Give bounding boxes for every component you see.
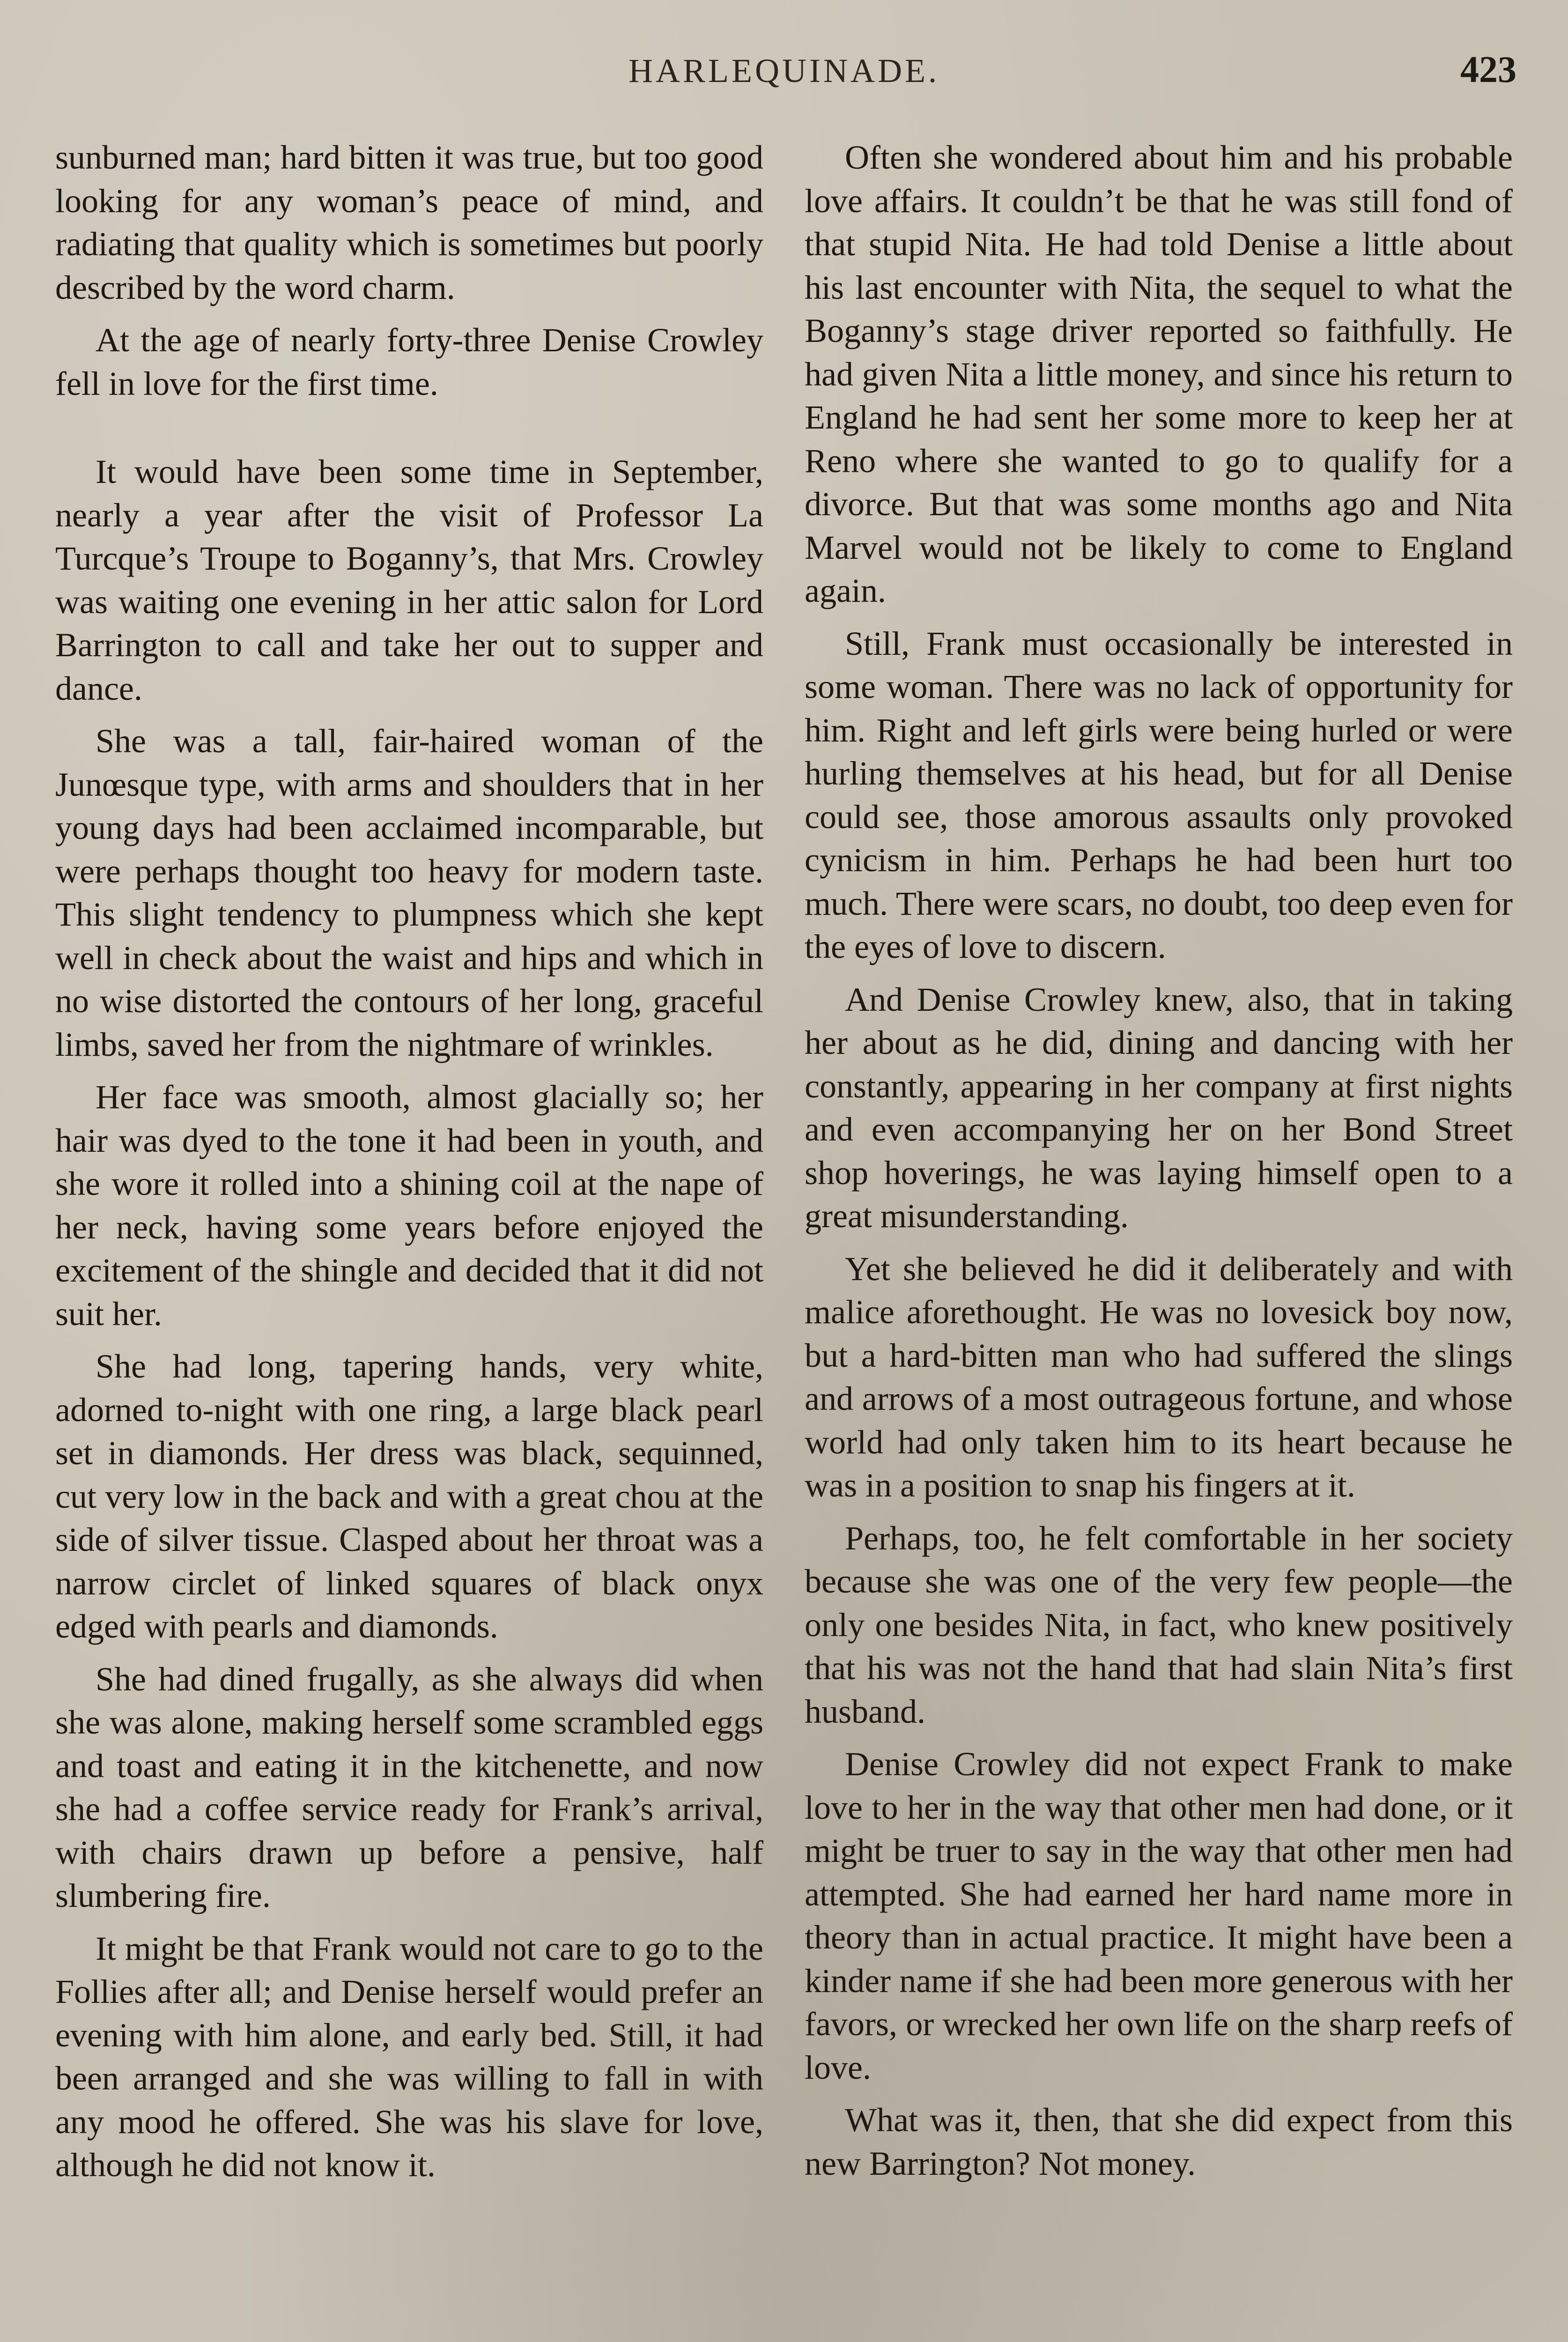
paragraph: Often she wondered about him and his probable love affairs. It couldn’t be that he was still fond of that stupid Nita. He had told Denise a little about his last encounter with Nita, the sequel to what the Boganny’s stage driver reported so faithfully. He had given Nita a little money, and since his return to England he had sent her some more to keep her at Reno where she wanted to go to qualify for a divorce. But that was some months ago and Nita Marvel would not be likely to come to England again. bbox=[805, 139, 1513, 609]
paragraph: Her face was smooth, almost glacially so; her hair was dyed to the tone it had been in youth, and she wore it rolled into a shining coil at the nape of her neck, having some years before enjoyed the excitement of the shingle and decided that it did not suit her. bbox=[55, 1078, 763, 1333]
left-column bbox=[55, 136, 763, 2342]
text-columns bbox=[55, 136, 1513, 2342]
page-header bbox=[0, 49, 1568, 103]
right-column bbox=[805, 136, 1513, 2342]
page-number: 423 bbox=[1460, 49, 1516, 90]
paragraph: What was it, then, that she did expect from this new Barrington? Not money. bbox=[805, 2101, 1513, 2182]
paragraph: She had long, tapering hands, very white, adorned to-night with one ring, a large black pearl set in diamonds. Her dress was black, sequinned, cut very low in the back and with a great chou at the side of silver tissue. Clasped about her throat was a narrow circlet of linked squares of black onyx edged with pearls and diamonds. bbox=[55, 1348, 763, 1645]
paragraph: sunburned man; hard bitten it was true, but too good looking for any woman’s peace of mind, and radiating that quality which is sometimes but poorly described by the word charm. bbox=[55, 139, 763, 306]
paragraph: She was a tall, fair-haired woman of the Junœsque type, with arms and shoulders that in her young days had been acclaimed incomparable, but were perhaps thought too heavy for modern taste. This slight tendency to plumpness which she kept well in check about the waist and hips and which in no wise distorted the contours of her long, graceful limbs, saved her from the nightmare of wrinkles. bbox=[55, 722, 763, 1063]
paragraph: It would have been some time in September, nearly a year after the visit of Professor La Turcque’s Troupe to Boganny’s, that Mrs. Crowley was waiting one evening in her attic salon for Lord Barrington to call and take her out to supper and dance. bbox=[55, 453, 763, 707]
paragraph: It might be that Frank would not care to go to the Follies after all; and Denise herself would prefer an evening with him alone, and early bed. Still, it had been arranged and she was willing to fall in with any mood he offered. She was his slave for love, although he did not know it. bbox=[55, 1929, 763, 2184]
paragraph: And Denise Crowley knew, also, that in taking her about as he did, dining and dancing with her constantly, appearing in her company at first nights and even accompanying her on her Bond Street shop hoverings, he was laying himself open to a great misunderstanding. bbox=[805, 980, 1513, 1235]
running-title: HARLEQUINADE. bbox=[629, 52, 939, 89]
paragraph: At the age of nearly forty-three Denise Crowley fell in love for the first time. bbox=[55, 321, 763, 402]
paragraph: Denise Crowley did not expect Frank to make love to her in the way that other men had done, or it might be truer to say in the way that other men had attempted. She had earned her hard name more in theory than in actual practice. It might have been a kinder name if she had been more generous with her favors, or wrecked her own life on the sharp reefs of love. bbox=[805, 1745, 1513, 2086]
paragraph: Still, Frank must occasionally be interested in some woman. There was no lack of opportunity for him. Right and left girls were being hurled or were hurling themselves at his head, but for all Denise could see, those amorous assaults only provoked cynicism in him. Perhaps he had been hurt too much. There were scars, no doubt, too deep even for the eyes of love to discern. bbox=[805, 624, 1513, 965]
paragraph: She had dined frugally, as she always did when she was alone, making herself some scrambled eggs and toast and eating it in the kitchenette, and now she had a coffee service ready for Frank’s arrival, with chairs drawn up before a pensive, half slumbering fire. bbox=[55, 1660, 763, 1914]
paragraph: Perhaps, too, he felt comfortable in her society because she was one of the very few people—the only one besides Nita, in fact, who knew positively that his was not the hand that had slain Nita’s first husband. bbox=[805, 1519, 1513, 1730]
paragraph: Yet she believed he did it deliberately and with malice aforethought. He was no lovesick boy now, but a hard-bitten man who had suffered the slings and arrows of a most outrageous fortune, and whose world had only taken him to its heart because he was in a position to snap his fingers at it. bbox=[805, 1250, 1513, 1504]
